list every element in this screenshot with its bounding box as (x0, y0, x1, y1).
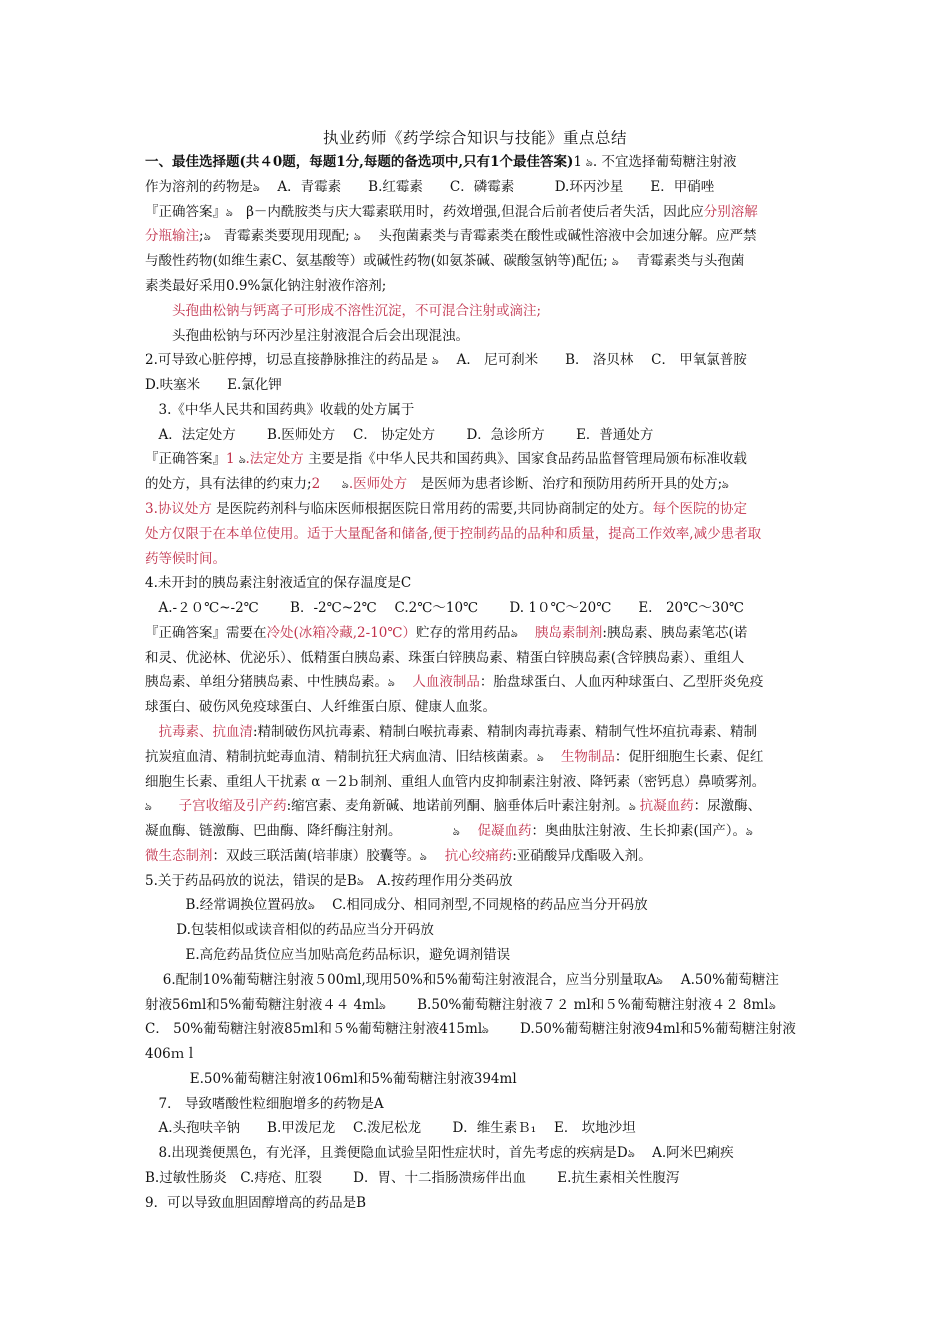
body-text: A.阿米巴痢疾 (634, 1145, 734, 1162)
highlighted-text: 分别溶解 (703, 203, 758, 220)
body-text: 头孢曲松钠与环丙沙星注射液混合后会出现混浊。 (145, 327, 469, 344)
bullet-glyph: ঌ (452, 825, 461, 839)
bullet-glyph: ঌ (144, 800, 152, 814)
highlighted-text: 抗毒素、抗血清 (145, 723, 253, 740)
body-text (427, 848, 445, 864)
body-text: 1 (573, 154, 587, 170)
body-text: 『正确答案』需要在 (145, 624, 267, 641)
body-text: ; (199, 228, 204, 245)
text-line (145, 522, 813, 546)
highlighted-text: 药等候时间。 (145, 550, 226, 567)
text-line (145, 1191, 813, 1215)
body-text: A.按药理作用分类码放 (363, 872, 513, 889)
body-text (460, 823, 478, 839)
text-line (145, 646, 813, 670)
bullet-glyph: ঌ (628, 800, 636, 814)
highlighted-text: 子宫收缩及引产药 (178, 798, 287, 815)
text-line (145, 819, 813, 844)
body-text: C． 50%葡萄糖注射液85ml和５%葡萄糖注射液415ml (145, 1021, 483, 1038)
body-text: 是医院药剂科与临床医师根据医院日常用药的需要,共同协商制定的处方。 (211, 500, 653, 517)
bullet-glyph: ঌ (307, 899, 315, 913)
text-line (145, 299, 813, 323)
highlighted-text: 处方仅限于在本单位使用。适于大量配备和储备,便于控制药品的品种和质量，提高工作效率,减少患者取 (145, 525, 762, 542)
body-text: A．青霉素 B.红霉素 C．磷霉素 D.环丙沙星 E．甲硝唑 (259, 178, 715, 195)
bullet-glyph: ঌ (611, 255, 619, 269)
body-text: B.50%葡萄糖注射液７２ ml和５%葡萄糖注射液４２ 8ml (385, 996, 769, 1013)
body-text: D.呋塞米 E.氯化钾 (145, 377, 282, 393)
body-text: . 不宜选择葡萄糖注射液 (592, 154, 737, 170)
highlighted-text: 头孢曲松钠与钙离子可形成不溶性沉淀，不可混合注射或滴注; (145, 302, 542, 319)
body-text: 球蛋白、破伤风免疫球蛋白、人纤维蛋白原、健康人血浆。 (145, 699, 496, 716)
body-text: :缩宫素、麦角新碱、地诺前列酮、脑垂体后叶素注射剂。 (286, 798, 629, 815)
bullet-glyph: ঌ (238, 453, 246, 467)
body-text: B.经常调换位置码放 (145, 897, 308, 914)
text-line (145, 745, 813, 770)
body-text: D.50%葡萄糖注射液94ml和5%葡萄糖注射液 (488, 1021, 796, 1038)
text-line (145, 943, 813, 967)
body-text: 抗炭疽血清、精制抗蛇毒血清、精制抗狂犬病血清、旧结核菌素。 (145, 748, 537, 765)
highlighted-text: 人血液制品 (412, 674, 480, 691)
body-text: 青霉素类与头孢菌 (618, 253, 745, 270)
text-line (145, 571, 813, 595)
body-text: E.高危药品货位应当加贴高危药品标识，避免调剂错误 (145, 947, 511, 963)
body-text: 凝血酶、链激酶、巴曲酶、降纤酶注射剂。 (145, 823, 454, 840)
bullet-glyph: ঌ (745, 825, 753, 839)
body-text: 作为溶剂的药物是 (145, 178, 253, 195)
body-text (395, 674, 413, 690)
body-text: 与酸性药物(如维生素C、氨基酸等）或碱性药物(如氨茶碱、碳酸氢钠等)配伍; (145, 253, 612, 270)
text-line (145, 993, 813, 1018)
body-text: 『正确答案』 (145, 203, 226, 220)
body-text: 3.《中华人民共和国药典》收载的处方属于 (145, 401, 415, 418)
section-heading: 一、最佳选择题(共４0题，每题1分,每题的备选项中,只有1个最佳答案) (145, 154, 574, 170)
text-line (145, 720, 813, 744)
body-text: 4.未开封的胰岛素注射液适宜的保存温度是C (145, 575, 412, 592)
text-line (145, 423, 813, 447)
text-line (145, 472, 813, 497)
text-line (145, 497, 813, 521)
bullet-glyph: ঌ (627, 1147, 635, 1161)
text-line (145, 794, 813, 819)
body-text (543, 749, 561, 765)
highlighted-text: 生物制品 (560, 748, 615, 765)
text-line (145, 1166, 813, 1190)
bullet-glyph: ঌ (378, 998, 387, 1012)
body-text (152, 798, 179, 814)
highlighted-text: 冷处(冰箱冷藏,2-10℃） (266, 624, 416, 641)
text-line (145, 1042, 813, 1066)
body-text: ：促肝细胞生长素、促红 (614, 748, 764, 765)
bullet-glyph: ঌ (356, 874, 364, 888)
highlighted-text: 促凝血药 (477, 823, 532, 840)
body-text: A.-２０℃~-2℃ B．-2℃~2℃ C.2℃～10℃ D. 1０℃～20℃ E. 20℃～30℃ (145, 600, 745, 616)
bullet-glyph: ঌ (536, 750, 544, 764)
bullet-glyph: ঌ (431, 354, 440, 368)
body-text: ：尿激酶、 (693, 798, 762, 815)
text-line (145, 1116, 813, 1140)
text-line (145, 224, 813, 249)
body-text: A．法定处方 B.医师处方 C． 协定处方 D．急诊所方 E．普通处方 (145, 426, 654, 443)
highlighted-text: 每个医院的协定 (652, 500, 747, 517)
text-line (145, 621, 813, 646)
body-text: D.包装相似或读音相似的药品应当分开码放 (145, 922, 434, 939)
text-line (145, 770, 813, 794)
body-text: 头孢菌素类与青霉素类在酸性或碱性溶液中会加速分解。应严禁 (360, 228, 757, 245)
highlighted-text: .医师处方 (348, 476, 408, 493)
text-line (145, 1092, 813, 1116)
text-line (145, 670, 813, 695)
body-text: 青霉素类要现用现配; (210, 228, 355, 245)
text-line (145, 249, 813, 274)
body-text: 主要是指《中华人民共和国药典》、国家食品药品监督管理局颁布标准收载 (303, 451, 747, 468)
bullet-glyph: ঌ (510, 626, 518, 640)
highlighted-text: 1 (226, 451, 239, 468)
bullet-glyph: ঌ (252, 180, 260, 194)
bullet-glyph: ঌ (353, 230, 361, 244)
text-line (145, 373, 813, 397)
text-line (145, 447, 813, 472)
body-text: 6.配制10%葡萄糖注射液５00ml,现用50%和5%葡萄注射液混合，应当分别量取A (145, 971, 657, 988)
text-line (145, 1067, 813, 1091)
highlighted-text: 抗心绞痛药 (444, 847, 513, 864)
body-text: ：奥曲肽注射液、生长抑素(国产）。 (531, 823, 746, 840)
body-text: B.过敏性肠炎 C.痔疮、肛裂 D．胃、十二指肠溃疡伴出血 E.抗生素相关性腹泻 (145, 1170, 680, 1186)
body-text: 细胞生长素、重组人干扰素 α －2ｂ制剂、重组人血管内皮抑制素注射液、降钙素（密钙息）鼻喷雾剂。 (145, 773, 766, 790)
highlighted-text: 2 (311, 476, 325, 493)
body-text: :胰岛素、胰岛素笔芯(诺 (602, 624, 748, 641)
bullet-glyph: ঌ (387, 676, 395, 690)
body-text: 贮存的常用药品 (416, 624, 511, 641)
body-text (517, 625, 535, 641)
body-text: 7． 导致嗜酸性粒细胞增多的药物是A (145, 1095, 384, 1112)
bullet-glyph: ঌ (203, 230, 211, 244)
body-text: C.相同成分、相同剂型,不同规格的药品应当分开码放 (314, 897, 648, 914)
text-line (145, 844, 813, 869)
document-title: 执业药师《药学综合知识与技能》重点总结 (322, 129, 627, 147)
text-line (145, 893, 813, 918)
body-text: ：胎盘球蛋白、人血丙种球蛋白、乙型肝炎免疫 (479, 674, 764, 691)
text-line (145, 869, 813, 894)
text-line (145, 547, 813, 571)
highlighted-text: 3.协议处方 (145, 500, 212, 517)
body-text: 5.关于药品码放的说法，错误的是B (145, 872, 357, 889)
text-line (145, 150, 813, 175)
highlighted-text: 抗凝血药 (639, 798, 694, 815)
body-text: 406ｍｌ (145, 1046, 198, 1063)
body-text: 9．可以导致血胆固醇增高的药品是B (145, 1194, 367, 1211)
bullet-glyph: ঌ (656, 973, 664, 987)
body-text: A.头孢呋辛钠 B.甲泼尼龙 C.泼尼松龙 D．维生素Ｂ₁ E． 坎地沙坦 (145, 1120, 636, 1137)
highlighted-text: 胰岛素制剂 (534, 624, 603, 641)
body-text: 的处方，具有法律的约束力; (145, 476, 312, 493)
highlighted-text: .法定处方 (245, 451, 304, 468)
bullet-glyph: ঌ (341, 478, 350, 492)
body-text: 素类最好采用0.9%氯化钠注射液作溶剂; (145, 277, 387, 294)
body-text: 是医师为患者诊断、治疗和预防用药所开具的处方; (407, 476, 723, 493)
body-text: 射液56ml和5%葡萄糖注射液４４ 4ml (145, 996, 380, 1013)
body-text: ：双歧三联活菌(培菲康）胶囊等。 (212, 847, 421, 864)
bullet-glyph: ঌ (225, 205, 233, 219)
bullet-glyph: ঌ (721, 478, 730, 492)
body-text: A． 尼可刹米 B． 洛贝林 C． 甲氧氯普胺 (438, 352, 747, 369)
text-line (145, 596, 813, 620)
body-text (324, 476, 342, 492)
text-line (145, 918, 813, 942)
bullet-glyph: ঌ (768, 998, 776, 1012)
body-text: 和灵、优泌林、优泌乐）、低精蛋白胰岛素、珠蛋白锌胰岛素、精蛋白锌胰岛素(含锌胰岛素）、重组人 (145, 649, 745, 666)
text-line (145, 398, 813, 422)
text-line (145, 1141, 813, 1166)
highlighted-text: 微生态制剂 (145, 847, 213, 864)
bullet-glyph: ঌ (481, 1023, 490, 1037)
text-line (145, 348, 813, 373)
body-text: 2.可导致心脏停搏，切忌直接静脉推注的药品是 (145, 352, 433, 369)
text-line (145, 324, 813, 348)
body-text: 『正确答案』 (145, 451, 226, 468)
text-line (145, 175, 813, 200)
body-text: E.50%葡萄糖注射液106ml和5%葡萄糖注射液394ml (145, 1070, 517, 1087)
text-line (145, 695, 813, 719)
bullet-glyph: ঌ (585, 156, 594, 169)
body-text: 8.出现粪便黑色，有光泽，且粪便隐血试验呈阳性症状时，首先考虑的疾病是D (145, 1145, 628, 1162)
body-text: A.50%葡萄糖注 (663, 971, 779, 988)
highlighted-text: 分瓶输注 (145, 228, 199, 245)
body-text: β－内酰胺类与庆大霉素联用时，药效增强,但混合后前者使后者失活，因此应 (232, 203, 704, 220)
body-text: :亚硝酸异戊酯吸入剂。 (512, 847, 652, 864)
text-line (145, 968, 813, 993)
body-text: 胰岛素、单组分猪胰岛素、中性胰岛素。 (145, 674, 388, 691)
text-line (145, 200, 813, 225)
text-line (145, 1017, 813, 1042)
text-line (145, 274, 813, 298)
body-text: :精制破伤风抗毒素、精制白喉抗毒素、精制肉毒抗毒素、精制气性坏疽抗毒素、精制 (253, 723, 758, 740)
bullet-glyph: ঌ (419, 849, 428, 863)
